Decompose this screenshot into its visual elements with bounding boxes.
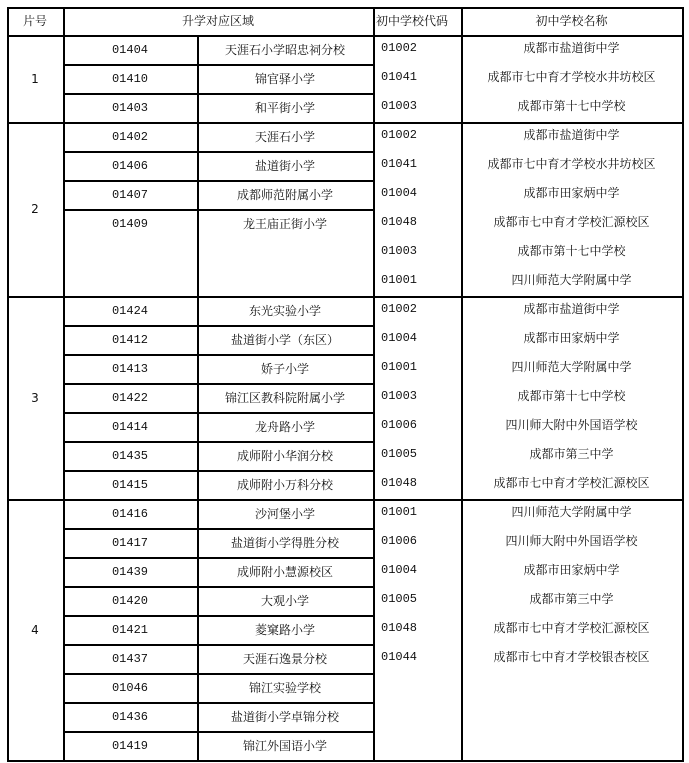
primary-school-name: 东光实验小学 <box>248 304 321 318</box>
middle-school-name: 成都市田家炳中学 <box>523 563 620 577</box>
middle-school-code: 01001 <box>381 360 418 374</box>
primary-row-divider <box>63 673 373 675</box>
primary-school-code: 01437 <box>111 652 148 666</box>
primary-row-divider <box>63 528 373 530</box>
primary-row-divider <box>63 731 373 733</box>
primary-school-name: 锦江实验学校 <box>248 681 321 695</box>
middle-school-name: 成都市第三中学 <box>529 592 614 606</box>
primary-school-code: 01436 <box>111 710 148 724</box>
middle-school-code: 01004 <box>381 563 418 577</box>
primary-row-divider <box>63 412 373 414</box>
primary-row-divider <box>63 557 373 559</box>
middle-school-code: 01005 <box>381 447 418 461</box>
primary-school-code: 01409 <box>111 217 148 231</box>
primary-school-code: 01415 <box>111 478 148 492</box>
middle-school-code: 01001 <box>381 505 418 519</box>
primary-row-divider <box>63 383 373 385</box>
middle-school-name: 成都市盐道街中学 <box>523 41 620 55</box>
middle-school-code: 01002 <box>381 128 418 142</box>
middle-school-code: 01002 <box>381 41 418 55</box>
header-zone: 片号 <box>22 14 47 28</box>
middle-school-name: 四川师范大学附属中学 <box>511 273 632 287</box>
middle-school-code: 01004 <box>381 331 418 345</box>
primary-row-divider <box>63 615 373 617</box>
primary-school-code: 01410 <box>111 72 148 86</box>
primary-school-name: 盐道街小学（东区） <box>230 333 339 347</box>
primary-school-code: 01404 <box>111 43 148 57</box>
middle-school-name: 成都市七中育才学校水井坊校区 <box>487 157 656 171</box>
primary-school-name: 天涯石小学 <box>254 130 315 144</box>
zone-number: 4 <box>31 623 39 637</box>
middle-school-code: 01048 <box>381 215 418 229</box>
primary-school-name: 锦江区教科院附属小学 <box>224 391 345 405</box>
zone-number: 2 <box>31 202 39 216</box>
column-border <box>461 7 463 762</box>
group-bottom-border <box>7 760 684 762</box>
middle-school-name: 成都市第三中学 <box>529 447 614 461</box>
primary-school-code: 01422 <box>111 391 148 405</box>
primary-school-name: 成都师范附属小学 <box>236 188 333 202</box>
middle-school-name: 成都市七中育才学校汇源校区 <box>493 476 650 490</box>
primary-school-name: 沙河堡小学 <box>254 507 315 521</box>
header-primary-area: 升学对应区域 <box>181 14 254 28</box>
middle-school-code: 01006 <box>381 418 418 432</box>
primary-school-name: 盐道街小学得胜分校 <box>230 536 339 550</box>
primary-school-code: 01046 <box>111 681 148 695</box>
primary-school-name: 大观小学 <box>260 594 309 608</box>
primary-school-name: 和平街小学 <box>254 101 315 115</box>
primary-school-name: 天涯石小学昭忠祠分校 <box>224 43 345 57</box>
primary-school-code: 01412 <box>111 333 148 347</box>
primary-row-divider <box>63 354 373 356</box>
primary-row-divider <box>63 180 373 182</box>
middle-school-name: 成都市田家炳中学 <box>523 331 620 345</box>
middle-school-code: 01003 <box>381 99 418 113</box>
primary-row-divider <box>63 441 373 443</box>
primary-school-code: 01439 <box>111 565 148 579</box>
primary-school-name: 菱窠路小学 <box>254 623 315 637</box>
middle-school-name: 四川师范大学附属中学 <box>511 360 632 374</box>
middle-school-name: 四川师范大学附属中学 <box>511 505 632 519</box>
primary-school-code: 01420 <box>111 594 148 608</box>
header-middle-name: 初中学校名称 <box>535 14 608 28</box>
middle-school-name: 四川师大附中外国语学校 <box>505 418 638 432</box>
primary-school-name: 锦江外国语小学 <box>242 739 327 753</box>
middle-school-code: 01004 <box>381 186 418 200</box>
middle-school-code: 01044 <box>381 650 418 664</box>
middle-school-name: 成都市田家炳中学 <box>523 186 620 200</box>
primary-row-divider <box>63 586 373 588</box>
primary-row-divider <box>63 64 373 66</box>
primary-row-divider <box>63 644 373 646</box>
column-border <box>682 7 684 762</box>
primary-row-divider <box>63 93 373 95</box>
primary-row-divider <box>63 151 373 153</box>
column-border <box>197 35 199 762</box>
primary-school-code: 01417 <box>111 536 148 550</box>
middle-school-code: 01006 <box>381 534 418 548</box>
header-middle-code: 初中学校代码 <box>376 14 449 28</box>
primary-row-divider <box>63 470 373 472</box>
primary-school-code: 01406 <box>111 159 148 173</box>
primary-school-name: 龙舟路小学 <box>254 420 315 434</box>
primary-school-code: 01413 <box>111 362 148 376</box>
primary-school-name: 成师附小慧源校区 <box>236 565 333 579</box>
primary-school-code: 01421 <box>111 623 148 637</box>
primary-school-code: 01407 <box>111 188 148 202</box>
primary-row-divider <box>63 209 373 211</box>
primary-school-name: 成师附小华润分校 <box>236 449 333 463</box>
middle-school-code: 01041 <box>381 70 418 84</box>
table-top-border <box>7 7 684 9</box>
middle-school-name: 成都市七中育才学校银杏校区 <box>493 650 650 664</box>
primary-school-name: 娇子小学 <box>260 362 309 376</box>
primary-school-code: 01403 <box>111 101 148 115</box>
middle-school-code: 01048 <box>381 476 418 490</box>
middle-school-code: 01003 <box>381 244 418 258</box>
column-border <box>63 7 65 762</box>
middle-school-code: 01002 <box>381 302 418 316</box>
zone-number: 3 <box>31 391 39 405</box>
middle-school-code: 01048 <box>381 621 418 635</box>
primary-school-name: 锦官驿小学 <box>254 72 315 86</box>
primary-school-code: 01402 <box>111 130 148 144</box>
middle-school-name: 四川师大附中外国语学校 <box>505 534 638 548</box>
middle-school-code: 01041 <box>381 157 418 171</box>
primary-school-name: 盐道街小学卓锦分校 <box>230 710 339 724</box>
middle-school-name: 成都市七中育才学校汇源校区 <box>493 621 650 635</box>
primary-school-code: 01419 <box>111 739 148 753</box>
middle-school-code: 01001 <box>381 273 418 287</box>
middle-school-name: 成都市盐道街中学 <box>523 302 620 316</box>
primary-school-name: 盐道街小学 <box>254 159 315 173</box>
primary-school-code: 01414 <box>111 420 148 434</box>
primary-school-name: 龙王庙正街小学 <box>242 217 327 231</box>
middle-school-code: 01005 <box>381 592 418 606</box>
primary-school-name: 天涯石逸景分校 <box>242 652 327 666</box>
primary-row-divider <box>63 702 373 704</box>
primary-school-code: 01416 <box>111 507 148 521</box>
middle-school-name: 成都市七中育才学校水井坊校区 <box>487 70 656 84</box>
column-border <box>373 7 375 762</box>
primary-school-name: 成师附小万科分校 <box>236 478 333 492</box>
primary-row-divider <box>63 325 373 327</box>
middle-school-name: 成都市第十七中学校 <box>517 244 626 258</box>
primary-school-code: 01424 <box>111 304 148 318</box>
primary-school-code: 01435 <box>111 449 148 463</box>
column-border <box>7 7 9 762</box>
middle-school-name: 成都市第十七中学校 <box>517 389 626 403</box>
zone-number: 1 <box>31 72 39 86</box>
middle-school-code: 01003 <box>381 389 418 403</box>
middle-school-name: 成都市七中育才学校汇源校区 <box>493 215 650 229</box>
middle-school-name: 成都市盐道街中学 <box>523 128 620 142</box>
middle-school-name: 成都市第十七中学校 <box>517 99 626 113</box>
